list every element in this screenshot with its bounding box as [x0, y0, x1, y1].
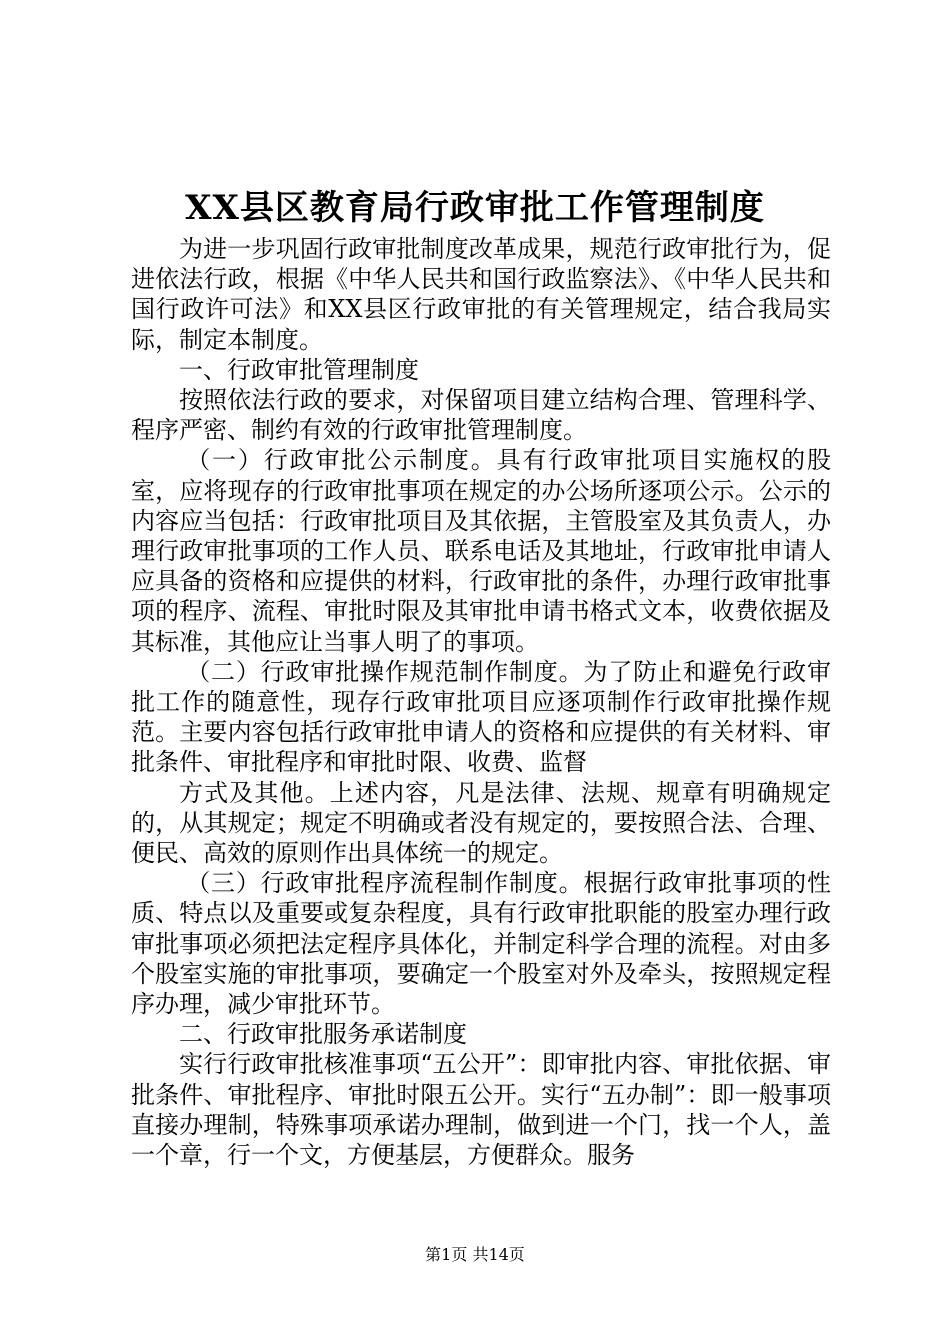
paragraph-item-2-continued: 方式及其他。上述内容，凡是法律、法规、规章有明确规定的，从其规定；规定不明确或者没有规定的，要按照合法、合理、便民、高效的原则作出具体统一的规定。 [131, 778, 831, 868]
document-title: XX县区教育局行政审批工作管理制度 [185, 188, 765, 228]
paragraph-section2-intro: 实行行政审批核准事项“五公开”：即审批内容、审批依据、审批条件、审批程序、审批时限五公开。实行“五办制”：即一般事项直接办理制，特殊事项承诺办理制，做到进一个门，找一个人，盖一个章，行一个文，方便基层，方便群众。服务 [131, 1050, 831, 1170]
paragraph-section1-intro: 按照依法行政的要求，对保留项目建立结构合理、管理科学、程序严密、制约有效的行政审批管理制度。 [131, 386, 831, 445]
paragraph-item-3: （三）行政审批程序流程制作制度。根据行政审批事项的性质、特点以及重要或复杂程度，具有行政审批职能的股室办理行政审批事项必须把法定程序具体化，并制定科学合理的流程。对由多个股室实施的审批事项，要确定一个股室对外及牵头，按照规定程序办理，减少审批环节。 [131, 869, 831, 1019]
section-heading-1: 一、行政审批管理制度 [179, 355, 419, 384]
page-footer: 第1页 共14页 [425, 1245, 525, 1264]
document-body [131, 234, 831, 1170]
paragraph-intro: 为进一步巩固行政审批制度改革成果，规范行政审批行为，促进依法行政，根据《中华人民共和国行政监察法》、《中华人民共和国行政许可法》和XX县区行政审批的有关管理规定，结合我局实际，制定本制度。 [131, 235, 831, 354]
paragraph-item-2: （二）行政审批操作规范制作制度。为了防止和避免行政审批工作的随意性，现存行政审批项目应逐项制作行政审批操作规范。主要内容包括行政审批申请人的资格和应提供的有关材料、审批条件、审批程序和审批时限、收费、监督 [131, 657, 831, 777]
section-heading-2: 二、行政审批服务承诺制度 [179, 1020, 467, 1049]
paragraph-item-1: （一）行政审批公示制度。具有行政审批项目实施权的股室，应将现存的行政审批事项在规定的办公场所逐项公示。公示的内容应当包括：行政审批项目及其依据，主管股室及其负责人，办理行政审批事项的工作人员、联系电话及其地址，行政审批申请人应具备的资格和应提供的材料，行政审批的条件，办理行政审批事项的程序、流程、审批时限及其审批申请书格式文本，收费依据及其标准，其他应让当事人明了的事项。 [131, 446, 831, 656]
